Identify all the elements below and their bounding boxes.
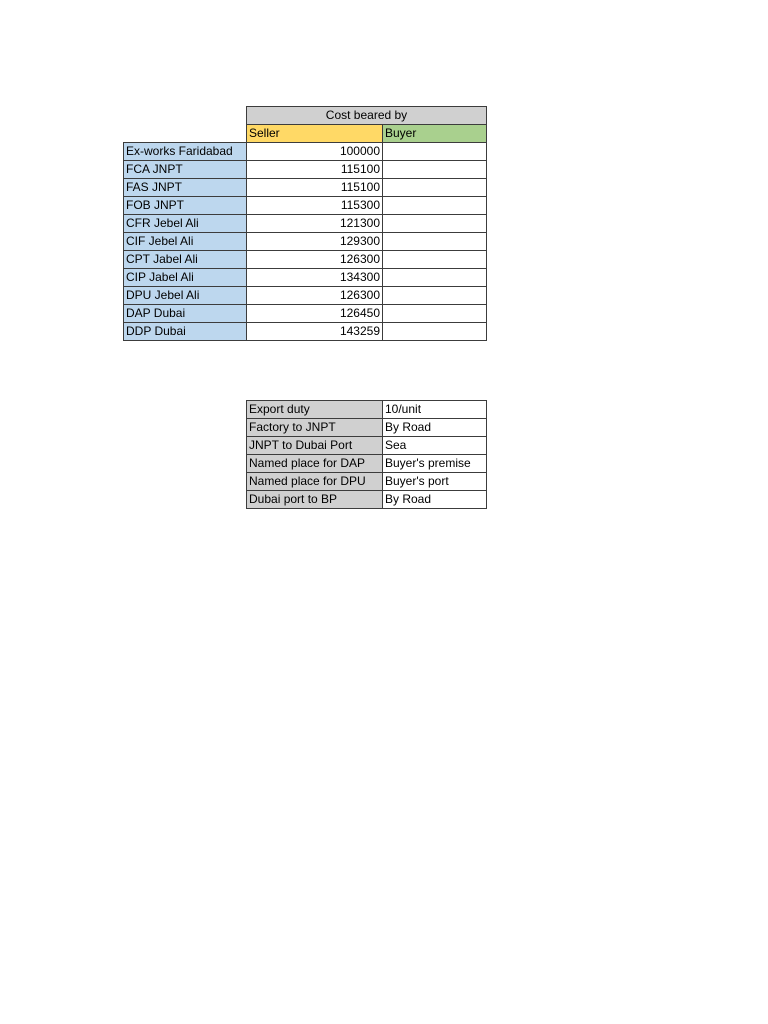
table-row [124,269,487,287]
buyer-cost-cell [383,251,487,269]
seller-cost-cell: 121300 [247,215,383,233]
info-value-cell: Buyer's port [383,473,487,491]
table-row [124,287,487,305]
table-row [124,161,487,179]
table-row [247,473,487,491]
info-key-cell: Export duty [247,401,383,419]
incoterm-cell: FCA JNPT [124,161,247,179]
buyer-cost-cell [383,305,487,323]
incoterm-cell: CIP Jabel Ali [124,269,247,287]
cost-table [123,106,487,341]
incoterm-cell: FAS JNPT [124,179,247,197]
info-key-cell: Named place for DPU [247,473,383,491]
buyer-cost-cell [383,323,487,341]
buyer-cost-cell [383,215,487,233]
incoterm-cell: DDP Dubai [124,323,247,341]
info-key-cell: JNPT to Dubai Port [247,437,383,455]
table-row [124,233,487,251]
table-row [247,437,487,455]
incoterm-cell: CFR Jebel Ali [124,215,247,233]
info-value-cell: By Road [383,491,487,509]
table-row [247,491,487,509]
seller-cost-cell: 129300 [247,233,383,251]
table-row [124,197,487,215]
info-value-cell: Buyer's premise [383,455,487,473]
cost-beared-by-header: Cost beared by [247,107,487,125]
seller-cost-cell: 126300 [247,251,383,269]
seller-cost-cell: 126300 [247,287,383,305]
info-table-body [247,401,487,509]
seller-header: Seller [247,125,383,143]
info-value-cell: By Road [383,419,487,437]
incoterm-cell: CIF Jebel Ali [124,233,247,251]
info-value-cell: 10/unit [383,401,487,419]
incoterm-cell: CPT Jabel Ali [124,251,247,269]
blank-cell [124,125,247,143]
buyer-cost-cell [383,179,487,197]
info-key-cell: Factory to JNPT [247,419,383,437]
info-value-cell: Sea [383,437,487,455]
table-row [124,305,487,323]
info-table [246,400,487,509]
seller-cost-cell: 134300 [247,269,383,287]
party-header-row [124,125,487,143]
table-row [247,419,487,437]
buyer-cost-cell [383,161,487,179]
info-key-cell: Dubai port to BP [247,491,383,509]
info-key-cell: Named place for DAP [247,455,383,473]
buyer-cost-cell [383,233,487,251]
seller-cost-cell: 100000 [247,143,383,161]
buyer-cost-cell [383,197,487,215]
seller-cost-cell: 115100 [247,161,383,179]
cost-header-row [124,107,487,125]
incoterm-cell: DAP Dubai [124,305,247,323]
seller-cost-cell: 126450 [247,305,383,323]
buyer-cost-cell [383,143,487,161]
seller-cost-cell: 115100 [247,179,383,197]
table-row [247,401,487,419]
table-row [124,215,487,233]
buyer-header: Buyer [383,125,487,143]
table-row [124,143,487,161]
seller-cost-cell: 143259 [247,323,383,341]
table-row [124,179,487,197]
seller-cost-cell: 115300 [247,197,383,215]
incoterm-cell: DPU Jebel Ali [124,287,247,305]
table-row [124,323,487,341]
cost-table-body [124,143,487,341]
incoterm-cell: FOB JNPT [124,197,247,215]
buyer-cost-cell [383,287,487,305]
buyer-cost-cell [383,269,487,287]
incoterm-cell: Ex-works Faridabad [124,143,247,161]
table-row [247,455,487,473]
blank-cell [124,107,247,125]
table-row [124,251,487,269]
